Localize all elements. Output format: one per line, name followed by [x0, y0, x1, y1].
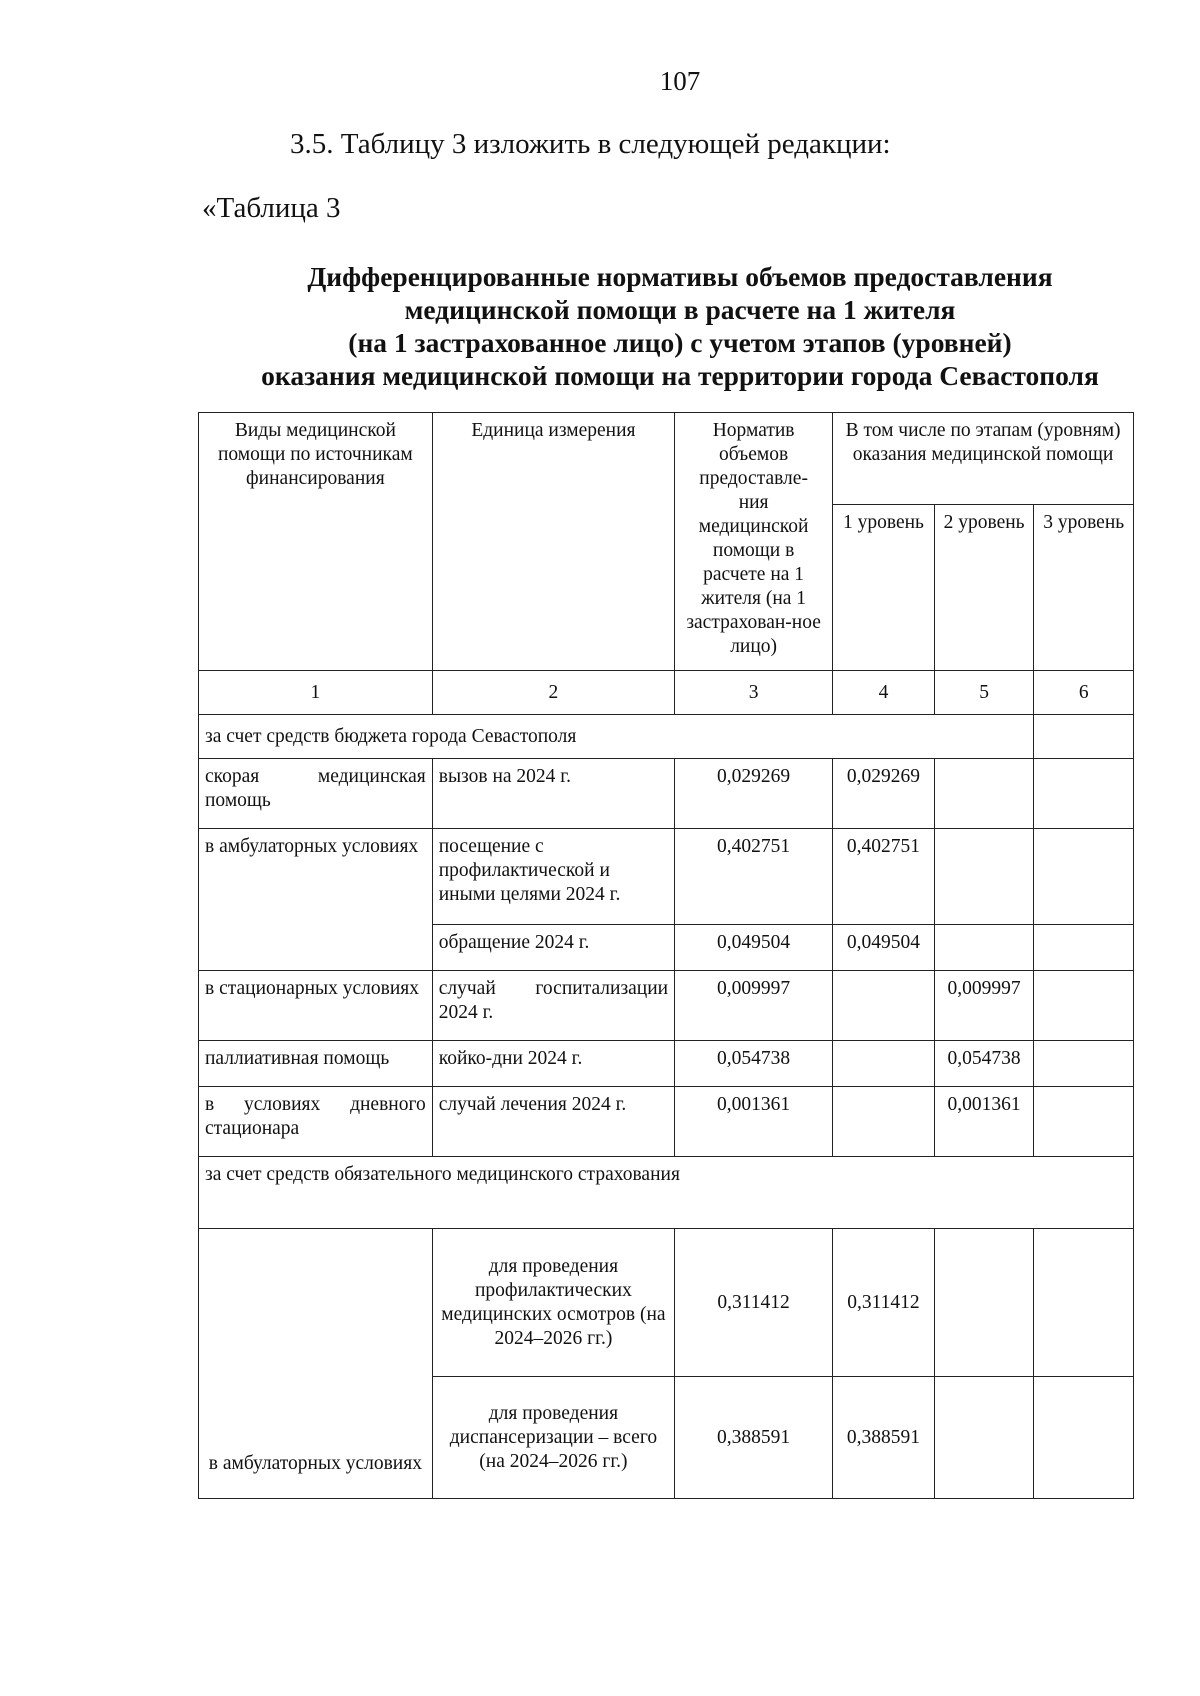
norm-cell: 0,001361	[675, 1087, 833, 1157]
unit-cell: вызов на 2024 г.	[432, 759, 674, 829]
section-row	[199, 1157, 1134, 1229]
level-1-cell: 0,311412	[833, 1229, 935, 1377]
care-type-cell: в стационарных условиях	[199, 971, 433, 1041]
care-type-cell: скорая медицинская помощь	[199, 759, 433, 829]
care-type-cell: в амбулаторных условиях	[199, 829, 433, 971]
header-level-1: 1 уровень	[833, 505, 935, 671]
level-2-cell	[934, 1377, 1034, 1499]
column-number: 1	[199, 671, 433, 715]
table-row	[199, 971, 1134, 1041]
level-1-cell	[833, 1087, 935, 1157]
table-label: «Таблица 3	[202, 192, 341, 224]
header-unit: Единица измерения	[432, 413, 674, 671]
column-numbers-row	[199, 671, 1134, 715]
table-row	[199, 759, 1134, 829]
amendment-intro: 3.5. Таблицу 3 изложить в следующей редакции:	[290, 128, 891, 160]
level-3-cell	[1034, 1041, 1134, 1087]
level-3-cell	[1034, 925, 1134, 971]
section-row	[199, 715, 1134, 759]
page-number: 107	[659, 66, 701, 96]
table-title	[200, 260, 1160, 392]
norm-cell: 0,388591	[675, 1377, 833, 1499]
norm-cell: 0,402751	[675, 829, 833, 925]
header-level-2: 2 уровень	[934, 505, 1034, 671]
level-3-cell	[1034, 1377, 1134, 1499]
title-line: оказания медицинской помощи на территории города Севастополя	[261, 360, 1099, 391]
unit-cell: для проведения профилактических медицинских осмотров (на 2024–2026 гг.)	[432, 1229, 674, 1377]
norm-cell: 0,049504	[675, 925, 833, 971]
norm-cell: 0,311412	[675, 1229, 833, 1377]
level-1-cell: 0,029269	[833, 759, 935, 829]
table-row	[199, 1041, 1134, 1087]
level-2-cell: 0,009997	[934, 971, 1034, 1041]
column-number: 4	[833, 671, 935, 715]
level-1-cell	[833, 1041, 935, 1087]
header-row	[199, 413, 1134, 505]
unit-cell: обращение 2024 г.	[432, 925, 674, 971]
norm-cell: 0,029269	[675, 759, 833, 829]
unit-cell: посещение с профилактической и иными целями 2024 г.	[432, 829, 674, 925]
level-1-cell: 0,388591	[833, 1377, 935, 1499]
level-1-cell: 0,049504	[833, 925, 935, 971]
title-line: медицинской помощи в расчете на 1 жителя	[404, 294, 956, 325]
table-row	[199, 829, 1134, 925]
header-norm: Норматив объемов предоставле-ния медицинской помощи в расчете на 1 жителя (на 1 застрахован-ное лицо)	[675, 413, 833, 671]
level-2-cell: 0,001361	[934, 1087, 1034, 1157]
unit-cell: для проведения диспансеризации – всего (на 2024–2026 гг.)	[432, 1377, 674, 1499]
section-oms: за счет средств обязательного медицинского страхования	[199, 1157, 1134, 1229]
header-levels-group: В том числе по этапам (уровням) оказания медицинской помощи	[833, 413, 1134, 505]
level-3-cell	[1034, 1087, 1134, 1157]
level-3-cell	[1034, 829, 1134, 925]
norm-cell: 0,009997	[675, 971, 833, 1041]
norm-cell: 0,054738	[675, 1041, 833, 1087]
unit-cell: случай лечения 2024 г.	[432, 1087, 674, 1157]
level-2-cell	[934, 829, 1034, 925]
care-type-cell: в условиях дневного стационара	[199, 1087, 433, 1157]
level-2-cell: 0,054738	[934, 1041, 1034, 1087]
unit-cell: койко-дни 2024 г.	[432, 1041, 674, 1087]
norms-table	[198, 412, 1134, 1499]
unit-cell: случай госпитализации 2024 г.	[432, 971, 674, 1041]
section-budget: за счет средств бюджета города Севастополя	[199, 715, 1034, 759]
column-number: 5	[934, 671, 1034, 715]
column-number: 2	[432, 671, 674, 715]
title-line: Дифференцированные нормативы объемов предоставления	[307, 261, 1053, 292]
table-row	[199, 1087, 1134, 1157]
care-type-cell: паллиативная помощь	[199, 1041, 433, 1087]
header-care-type: Виды медицинской помощи по источникам финансирования	[199, 413, 433, 671]
care-type-cell: в амбулаторных условиях	[199, 1229, 433, 1499]
level-2-cell	[934, 1229, 1034, 1377]
level-3-cell	[1034, 759, 1134, 829]
level-2-cell	[934, 925, 1034, 971]
level-1-cell: 0,402751	[833, 829, 935, 925]
column-number: 3	[675, 671, 833, 715]
level-2-cell	[934, 759, 1034, 829]
level-3-cell	[1034, 1229, 1134, 1377]
column-number: 6	[1034, 671, 1134, 715]
empty-cell	[1034, 715, 1134, 759]
level-3-cell	[1034, 971, 1134, 1041]
level-1-cell	[833, 971, 935, 1041]
title-line: (на 1 застрахованное лицо) с учетом этапов (уровней)	[348, 327, 1012, 358]
table-row	[199, 1229, 1134, 1377]
header-level-3: 3 уровень	[1034, 505, 1134, 671]
